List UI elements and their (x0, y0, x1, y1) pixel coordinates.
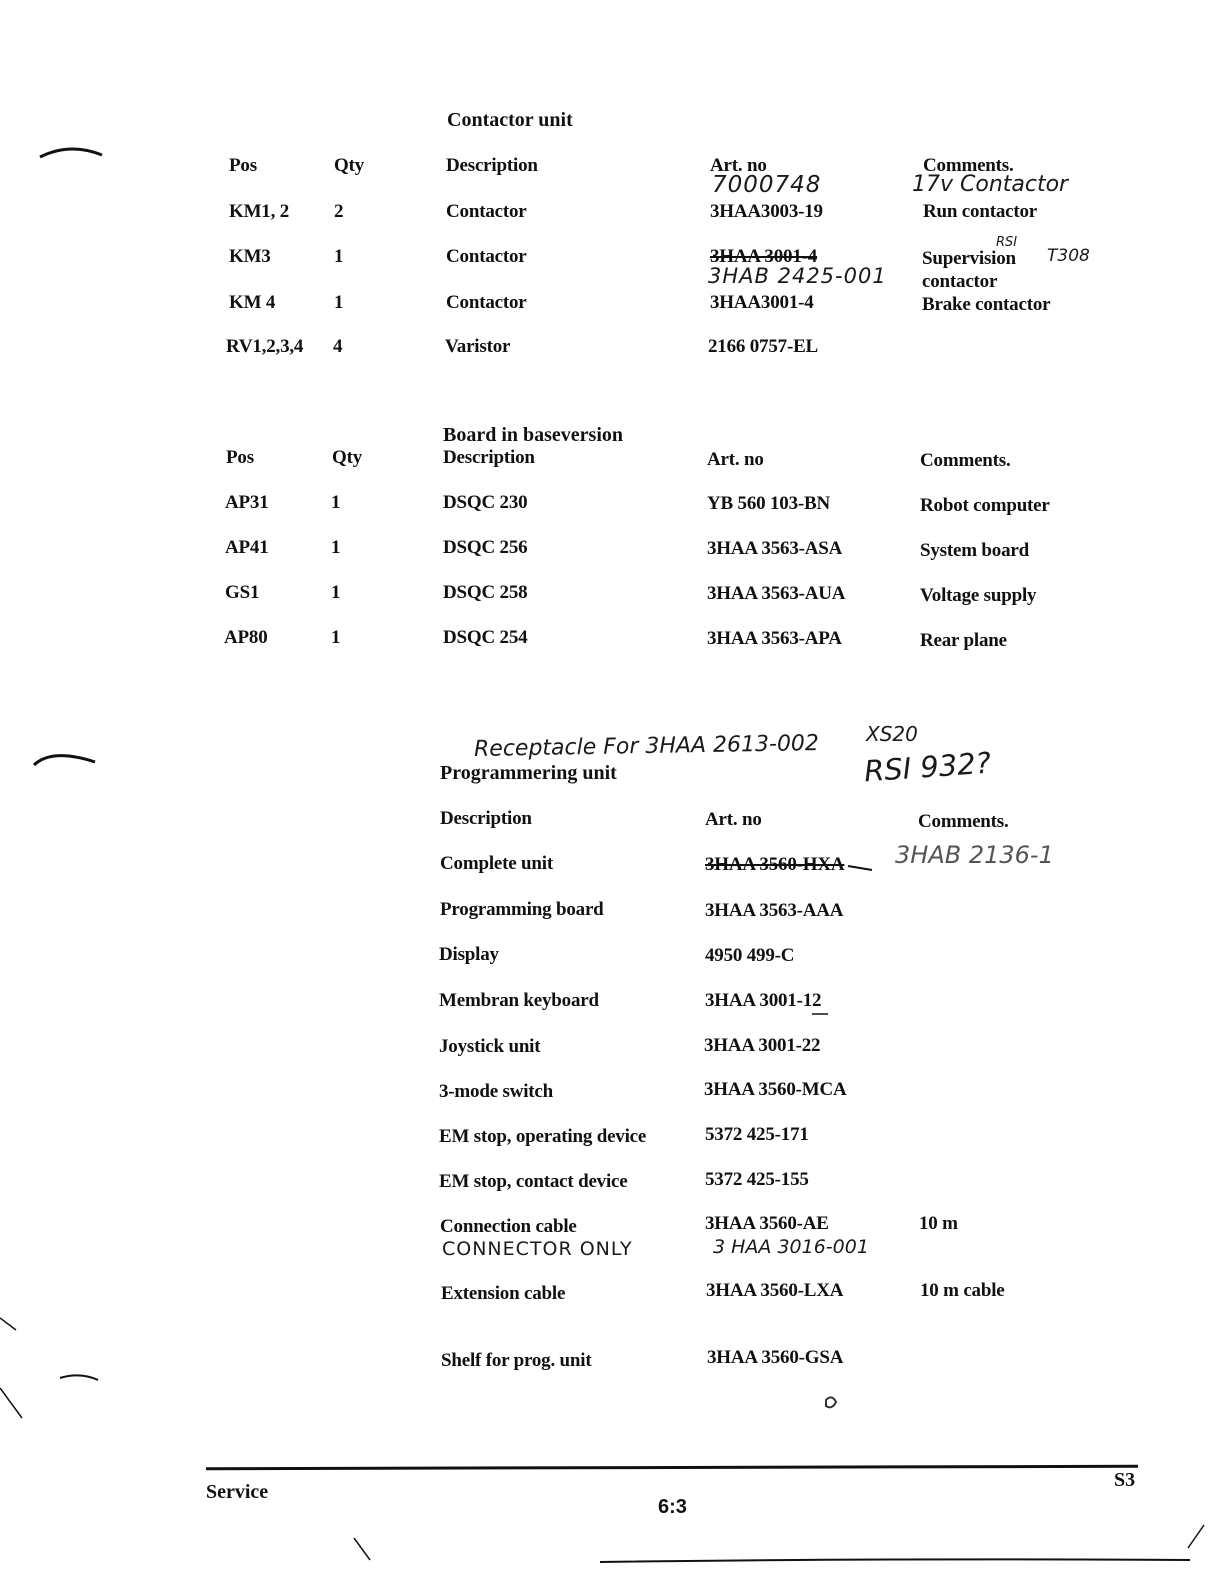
contactor-row-comments: Supervision (922, 248, 1016, 269)
contactor-row-pos: KM1, 2 (229, 201, 290, 222)
footer-service: Service (206, 1481, 269, 1503)
pen-mark (60, 1375, 98, 1380)
contactor-row-qty: 1 (334, 246, 344, 267)
handwritten-rsi-small-note: RSI (996, 235, 1018, 250)
board-header-comments: Comments. (920, 450, 1011, 471)
contactor-row-pos: KM 4 (229, 292, 276, 313)
board-row-art-no: YB 560 103-BN (707, 493, 831, 514)
contactor-row-comments-line2: contactor (922, 271, 998, 292)
board-row-pos: AP31 (225, 492, 269, 513)
board-row-comments: System board (920, 540, 1029, 561)
prog-row-art-no: 5372 425-171 (705, 1124, 809, 1145)
contactor-unit-title: Contactor unit (447, 109, 573, 131)
prog-row-art-no-struck: 3HAA 3560-HXA (705, 854, 845, 875)
board-row-art-no: 3HAA 3563-APA (707, 628, 842, 649)
prog-row-description: Shelf for prog. unit (441, 1350, 592, 1371)
contactor-header-description: Description (446, 155, 538, 176)
handwritten-complete-unit-note: 3HAB 2136-1 (895, 841, 1054, 869)
board-baseversion-title: Board in baseversion (443, 424, 624, 446)
contactor-header-comments: Comments. (923, 155, 1014, 176)
board-row-art-no: 3HAA 3563-AUA (707, 583, 846, 604)
contactor-row-art-no: 2166 0757-EL (708, 336, 819, 357)
prog-row-art-no: 3HAA 3560-AE (705, 1213, 829, 1234)
board-header-description: Description (443, 447, 535, 468)
board-row-qty: 1 (331, 492, 341, 513)
prog-row-description: Programming board (440, 899, 604, 920)
prog-row-description: Extension cable (441, 1283, 566, 1304)
board-row-description: DSQC 258 (443, 582, 528, 603)
handwritten-art-no-replacement: 3HAB 2425-001 (708, 264, 887, 288)
prog-row-description: Joystick unit (439, 1036, 541, 1057)
handwritten-receptacle-note: Receptacle For 3HAA 2613-002 (473, 730, 820, 763)
pen-mark (354, 1538, 370, 1560)
pen-mark (1188, 1525, 1204, 1548)
board-header-art-no: Art. no (707, 449, 764, 470)
contactor-row-art-no: 3HAA3001-4 (710, 292, 814, 313)
board-row-description: DSQC 254 (443, 627, 528, 648)
board-row-qty: 1 (331, 537, 341, 558)
contactor-row-description: Contactor (446, 201, 527, 222)
pen-mark (34, 756, 95, 765)
handwritten-art-no-note: 7000748 (712, 172, 822, 198)
contactor-row-qty: 4 (333, 336, 343, 357)
prog-row-description: EM stop, contact device (439, 1171, 628, 1192)
prog-header-art-no: Art. no (705, 809, 762, 830)
prog-row-comments: 10 m cable (920, 1280, 1005, 1301)
pen-mark (0, 1388, 22, 1418)
prog-row-art-no: 3HAA 3001-12 (705, 990, 822, 1011)
prog-row-art-no: 3HAA 3560-MCA (704, 1079, 847, 1100)
board-row-qty: 1 (331, 582, 341, 603)
contactor-row-description: Varistor (445, 336, 511, 357)
prog-row-art-no: 3HAA 3563-AAA (705, 900, 844, 921)
board-header-qty: Qty (332, 447, 363, 468)
pen-mark (600, 1559, 1190, 1562)
board-row-comments: Robot computer (920, 495, 1050, 516)
footer-section: S3 (1114, 1469, 1136, 1491)
prog-row-description: EM stop, operating device (439, 1126, 647, 1147)
board-header-pos: Pos (226, 447, 254, 468)
handwritten-t308-note: T308 (1047, 246, 1090, 266)
pen-mark (40, 149, 102, 157)
contactor-header-art-no: Art. no (710, 155, 767, 176)
pen-mark (826, 1397, 836, 1407)
prog-row-art-no: 4950 499-C (705, 945, 795, 966)
prog-header-description: Description (440, 808, 532, 829)
board-row-comments: Voltage supply (920, 585, 1037, 606)
handwritten-xs-note: XS20 (866, 722, 918, 746)
prog-row-description: Display (439, 944, 499, 965)
handwritten-comments-note: 17v Contactor (912, 172, 1069, 197)
contactor-row-qty: 1 (334, 292, 344, 313)
board-row-art-no: 3HAA 3563-ASA (707, 538, 843, 559)
prog-row-comments: 10 m (919, 1213, 958, 1234)
contactor-row-comments: Brake contactor (922, 294, 1051, 315)
handwritten-rsi-note: RSI 932? (862, 745, 993, 789)
pen-mark (848, 866, 872, 870)
board-row-pos: AP80 (224, 627, 268, 648)
board-row-pos: GS1 (225, 582, 260, 603)
contactor-row-pos: KM3 (229, 246, 271, 267)
pen-mark (0, 1318, 16, 1330)
contactor-row-qty: 2 (334, 201, 344, 222)
contactor-header-qty: Qty (334, 155, 365, 176)
prog-row-art-no: 3HAA 3560-LXA (706, 1280, 844, 1301)
board-row-description: DSQC 230 (443, 492, 528, 513)
prog-header-comments: Comments. (918, 811, 1009, 832)
programming-unit-title: Programmering unit (440, 762, 617, 784)
contactor-row-description: Contactor (446, 292, 527, 313)
contactor-header-pos: Pos (229, 155, 257, 176)
handwritten-connector-art-note: 3 HAA 3016-001 (713, 1236, 869, 1258)
board-row-qty: 1 (331, 627, 341, 648)
prog-row-art-no: 3HAA 3560-GSA (707, 1347, 844, 1368)
contactor-row-art-no: 3HAA3003-19 (710, 201, 823, 222)
prog-row-description: Membran keyboard (439, 990, 599, 1011)
prog-row-art-no: 5372 425-155 (705, 1169, 809, 1190)
contactor-row-comments: Run contactor (923, 201, 1038, 222)
contactor-row-art-no-struck: 3HAA 3001-4 (710, 246, 818, 267)
footer-page-number: 6:3 (658, 1496, 687, 1518)
contactor-row-description: Contactor (446, 246, 527, 267)
board-row-description: DSQC 256 (443, 537, 528, 558)
prog-row-description: 3-mode switch (439, 1081, 554, 1102)
contactor-row-pos: RV1,2,3,4 (226, 336, 304, 357)
board-row-comments: Rear plane (920, 630, 1007, 651)
prog-row-art-no: 3HAA 3001-22 (704, 1035, 821, 1056)
board-row-pos: AP41 (225, 537, 269, 558)
prog-row-description: Connection cable (440, 1216, 577, 1237)
prog-row-description: Complete unit (440, 853, 553, 874)
handwritten-connector-note: CONNECTOR ONLY (442, 1238, 633, 1260)
